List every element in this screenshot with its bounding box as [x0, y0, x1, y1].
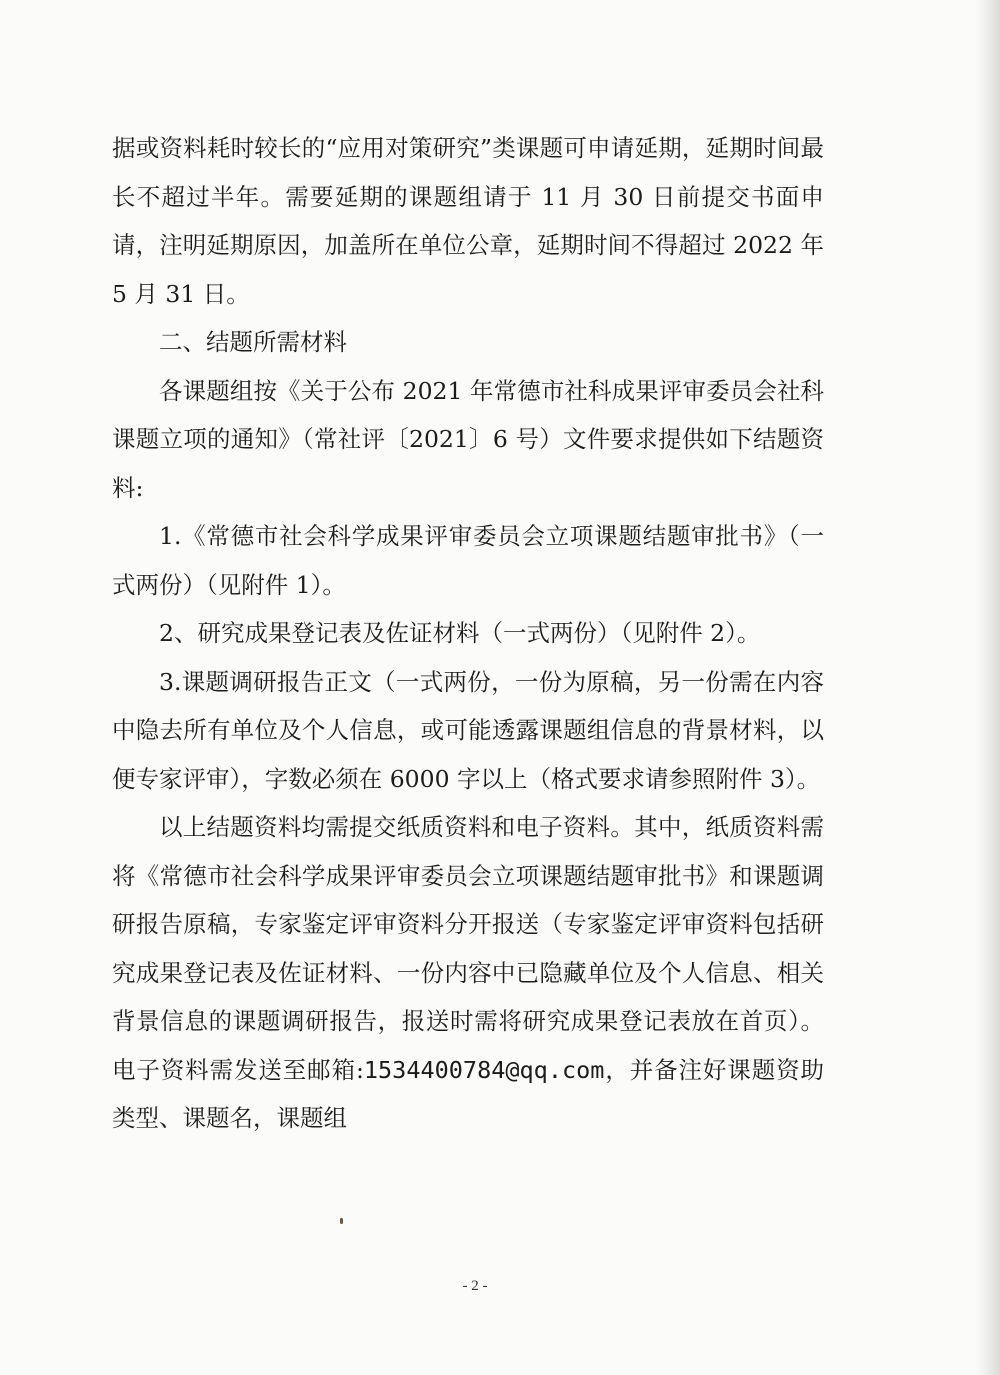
paragraph-materials-intro: 各课题组按《关于公布 2021 年常德市社科成果评审委员会社科课题立项的通知》（常社评〔2021〕6 号）文件要求提供如下结题资料: — [112, 376, 824, 502]
scan-speck — [340, 1218, 343, 1224]
scan-edge-shadow — [976, 0, 1000, 1375]
submission-text-tail: ，并备注好课题资助类型、课题名，课题组 — [112, 1055, 824, 1132]
page-number: - 2 - — [462, 1278, 488, 1294]
list-item-research-report: 3.课题调研报告正文（一式两份，一份为原稿，另一份需在内容中隐去所有单位及个人信息，或可能透露课题组信息的背景材料，以便专家评审），字数必须在 6000 字以上（格式要求请参照附件 3）。 — [112, 667, 824, 793]
list-item-registration-form: 2、研究成果登记表及佐证材料（一式两份）（见附件 2）。 — [159, 619, 761, 647]
section-heading-materials: 二、结题所需材料 — [159, 328, 347, 356]
submission-text: 以上结题资料均需提交纸质资料和电子资料。其中，纸质资料需将《常德市社会科学成果评审委员会立项课题结题审批书》和课题调研报告原稿，专家鉴定评审资料分开报送（专家鉴定评审资料包括研究成果登记表及佐证材料、一份内容中已隐藏单位及个人信息、相关背景信息的课题调研报告，报送时需将研究成果登记表放在首页）。电子资料需发送至邮箱: — [112, 813, 824, 1084]
paragraph-extension-rules: 据或资料耗时较长的“应用对策研究”类课题可申请延期，延期时间最长不超过半年。需要延期的课题组请于 11 月 30 日前提交书面申请，注明延期原因，加盖所在单位公章，延期时间不得超过 2022 年 5 月 31 日。 — [112, 134, 824, 308]
email-address: 1534400784@qq.com — [363, 1055, 605, 1084]
list-item-approval-form: 1.《常德市社会科学成果评审委员会立项课题结题审批书》（一式两份）（见附件 1）。 — [112, 522, 824, 599]
document-body — [112, 124, 824, 1143]
paragraph-submission-instructions — [112, 803, 824, 1143]
